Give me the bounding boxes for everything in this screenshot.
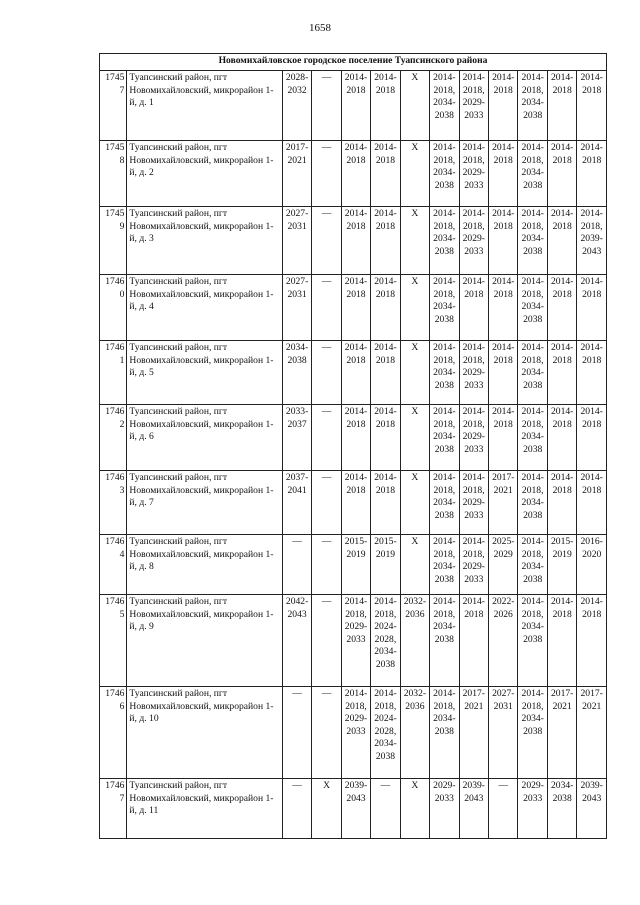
period-cell: 2014- 2018 [371, 471, 400, 535]
period-cell: 2014- 2018 [371, 341, 400, 405]
record-number: 17458 [100, 141, 127, 207]
period-cell: 2014- 2018 [577, 471, 607, 535]
period-cell: — [282, 779, 311, 839]
period-cell: 2017- 2021 [547, 687, 576, 779]
period-cell: 2014- 2018, 2034- 2038 [430, 71, 459, 141]
period-cell: 2014- 2018 [489, 141, 518, 207]
period-cell: 2017- 2021 [282, 141, 311, 207]
period-cell: — [312, 471, 341, 535]
period-cell: — [312, 71, 341, 141]
period-cell: 2027- 2031 [282, 275, 311, 341]
period-cell: 2014- 2018, 2034- 2038 [518, 341, 547, 405]
period-cell: 2014- 2018 [341, 207, 370, 275]
period-cell: 2014- 2018, 2039- 2043 [577, 207, 607, 275]
period-cell: 2014- 2018, 2029- 2033 [459, 207, 488, 275]
period-cell: 2014- 2018 [577, 341, 607, 405]
register-table [99, 53, 607, 839]
period-cell: 2037- 2041 [282, 471, 311, 535]
period-cell: 2014- 2018 [547, 207, 576, 275]
table-row [100, 779, 607, 839]
record-number: 17460 [100, 275, 127, 341]
period-cell: 2014- 2018 [459, 595, 488, 687]
address-cell: Туапсинский район, пгт Новомихайловский, микрорайон 1-й, д. 4 [127, 275, 282, 341]
period-cell: 2027- 2031 [489, 687, 518, 779]
period-cell: 2014- 2018, 2029- 2033 [459, 535, 488, 595]
period-cell: 2014- 2018, 2034- 2038 [518, 687, 547, 779]
period-cell: 2029- 2033 [430, 779, 459, 839]
period-cell: 2014- 2018 [341, 341, 370, 405]
record-number: 17462 [100, 405, 127, 471]
address-cell: Туапсинский район, пгт Новомихайловский, микрорайон 1-й, д. 10 [127, 687, 282, 779]
period-cell: 2017- 2021 [489, 471, 518, 535]
address-cell: Туапсинский район, пгт Новомихайловский, микрорайон 1-й, д. 11 [127, 779, 282, 839]
period-cell: 2027- 2031 [282, 207, 311, 275]
period-cell: X [400, 207, 429, 275]
period-cell: 2014- 2018, 2034- 2038 [518, 141, 547, 207]
period-cell: 2014- 2018 [577, 595, 607, 687]
table-row [100, 595, 607, 687]
address-cell: Туапсинский район, пгт Новомихайловский, микрорайон 1-й, д. 9 [127, 595, 282, 687]
period-cell: 2014- 2018, 2029- 2033 [459, 141, 488, 207]
period-cell: 2014- 2018 [489, 207, 518, 275]
period-cell: 2014- 2018, 2034- 2038 [518, 405, 547, 471]
record-number: 17463 [100, 471, 127, 535]
period-cell: 2014- 2018 [459, 275, 488, 341]
period-cell: 2032- 2036 [400, 687, 429, 779]
record-number: 17465 [100, 595, 127, 687]
period-cell: 2033- 2037 [282, 405, 311, 471]
period-cell: — [312, 687, 341, 779]
table-row [100, 405, 607, 471]
period-cell: 2014- 2018, 2024- 2028, 2034- 2038 [371, 687, 400, 779]
record-number: 17461 [100, 341, 127, 405]
period-cell: 2014- 2018 [547, 405, 576, 471]
table-row [100, 471, 607, 535]
page-number: 1658 [309, 22, 331, 34]
period-cell: 2022- 2026 [489, 595, 518, 687]
period-cell: X [312, 779, 341, 839]
period-cell: 2014- 2018, 2029- 2033 [341, 687, 370, 779]
period-cell: 2017- 2021 [459, 687, 488, 779]
period-cell: 2014- 2018, 2034- 2038 [518, 595, 547, 687]
period-cell: 2014- 2018, 2034- 2038 [518, 471, 547, 535]
period-cell: 2032- 2036 [400, 595, 429, 687]
region-title: Новомихайловское городское поселение Туапсинского района [100, 54, 607, 71]
period-cell: X [400, 779, 429, 839]
period-cell: 2014- 2018 [547, 71, 576, 141]
period-cell: 2014- 2018 [547, 341, 576, 405]
period-cell: — [489, 779, 518, 839]
period-cell: 2029- 2033 [518, 779, 547, 839]
period-cell: 2014- 2018, 2034- 2038 [518, 71, 547, 141]
period-cell: 2016- 2020 [577, 535, 607, 595]
period-cell: — [282, 535, 311, 595]
period-cell: — [312, 535, 341, 595]
period-cell: 2014- 2018, 2034- 2038 [430, 471, 459, 535]
address-cell: Туапсинский район, пгт Новомихайловский, микрорайон 1-й, д. 7 [127, 471, 282, 535]
period-cell: 2042- 2043 [282, 595, 311, 687]
period-cell: 2039- 2043 [341, 779, 370, 839]
address-cell: Туапсинский район, пгт Новомихайловский, микрорайон 1-й, д. 8 [127, 535, 282, 595]
period-cell: 2014- 2018 [547, 471, 576, 535]
region-header-row [100, 54, 607, 71]
period-cell: 2014- 2018 [341, 471, 370, 535]
period-cell: — [312, 595, 341, 687]
table-row [100, 535, 607, 595]
period-cell: X [400, 71, 429, 141]
period-cell: 2014- 2018, 2034- 2038 [430, 207, 459, 275]
record-number: 17457 [100, 71, 127, 141]
period-cell: 2014- 2018 [489, 71, 518, 141]
period-cell: 2014- 2018, 2034- 2038 [518, 207, 547, 275]
record-number: 17467 [100, 779, 127, 839]
period-cell: 2014- 2018 [577, 71, 607, 141]
period-cell: 2014- 2018 [341, 405, 370, 471]
period-cell: X [400, 275, 429, 341]
period-cell: — [312, 141, 341, 207]
period-cell: 2014- 2018, 2034- 2038 [430, 341, 459, 405]
period-cell: 2014- 2018, 2029- 2033 [459, 471, 488, 535]
period-cell: X [400, 405, 429, 471]
period-cell: 2014- 2018 [371, 405, 400, 471]
period-cell: 2014- 2018, 2029- 2033 [459, 341, 488, 405]
address-cell: Туапсинский район, пгт Новомихайловский, микрорайон 1-й, д. 6 [127, 405, 282, 471]
address-cell: Туапсинский район, пгт Новомихайловский, микрорайон 1-й, д. 1 [127, 71, 282, 141]
table-row [100, 275, 607, 341]
period-cell: 2017- 2021 [577, 687, 607, 779]
period-cell: 2014- 2018, 2024- 2028, 2034- 2038 [371, 595, 400, 687]
period-cell: 2014- 2018, 2029- 2033 [341, 595, 370, 687]
period-cell: 2014- 2018 [577, 405, 607, 471]
period-cell: X [400, 341, 429, 405]
record-number: 17466 [100, 687, 127, 779]
address-cell: Туапсинский район, пгт Новомихайловский, микрорайон 1-й, д. 3 [127, 207, 282, 275]
period-cell: — [312, 207, 341, 275]
period-cell: 2014- 2018 [371, 141, 400, 207]
period-cell: 2014- 2018, 2034- 2038 [430, 405, 459, 471]
table-row [100, 141, 607, 207]
period-cell: 2014- 2018, 2034- 2038 [430, 687, 459, 779]
period-cell: 2014- 2018 [577, 275, 607, 341]
period-cell: 2014- 2018 [371, 275, 400, 341]
address-cell: Туапсинский район, пгт Новомихайловский, микрорайон 1-й, д. 2 [127, 141, 282, 207]
period-cell: 2014- 2018 [547, 275, 576, 341]
period-cell: 2014- 2018 [547, 595, 576, 687]
period-cell: 2015- 2019 [371, 535, 400, 595]
period-cell: 2014- 2018, 2034- 2038 [430, 141, 459, 207]
address-cell: Туапсинский район, пгт Новомихайловский, микрорайон 1-й, д. 5 [127, 341, 282, 405]
table-row [100, 687, 607, 779]
period-cell: 2015- 2019 [547, 535, 576, 595]
table-row [100, 341, 607, 405]
period-cell: 2039- 2043 [459, 779, 488, 839]
period-cell: 2025- 2029 [489, 535, 518, 595]
period-cell: — [312, 275, 341, 341]
period-cell: 2014- 2018, 2034- 2038 [430, 595, 459, 687]
period-cell: 2014- 2018 [489, 341, 518, 405]
period-cell: X [400, 141, 429, 207]
period-cell: 2014- 2018 [489, 405, 518, 471]
period-cell: 2014- 2018 [341, 275, 370, 341]
table-row [100, 71, 607, 141]
record-number: 17464 [100, 535, 127, 595]
period-cell: 2015- 2019 [341, 535, 370, 595]
period-cell: — [371, 779, 400, 839]
period-cell: 2014- 2018, 2034- 2038 [518, 275, 547, 341]
record-number: 17459 [100, 207, 127, 275]
period-cell: 2014- 2018, 2034- 2038 [430, 275, 459, 341]
period-cell: 2014- 2018 [489, 275, 518, 341]
period-cell: 2034- 2038 [282, 341, 311, 405]
period-cell: 2034- 2038 [547, 779, 576, 839]
period-cell: X [400, 535, 429, 595]
period-cell: 2039- 2043 [577, 779, 607, 839]
period-cell: — [312, 341, 341, 405]
table-row [100, 207, 607, 275]
period-cell: 2014- 2018 [341, 71, 370, 141]
period-cell: 2014- 2018 [341, 141, 370, 207]
period-cell: 2014- 2018, 2034- 2038 [430, 535, 459, 595]
period-cell: X [400, 471, 429, 535]
period-cell: 2014- 2018 [371, 207, 400, 275]
period-cell: 2014- 2018, 2034- 2038 [518, 535, 547, 595]
period-cell: 2014- 2018, 2029- 2033 [459, 71, 488, 141]
period-cell: 2028- 2032 [282, 71, 311, 141]
period-cell: 2014- 2018 [371, 71, 400, 141]
period-cell: 2014- 2018 [547, 141, 576, 207]
period-cell: 2014- 2018, 2029- 2033 [459, 405, 488, 471]
period-cell: — [282, 687, 311, 779]
period-cell: 2014- 2018 [577, 141, 607, 207]
period-cell: — [312, 405, 341, 471]
